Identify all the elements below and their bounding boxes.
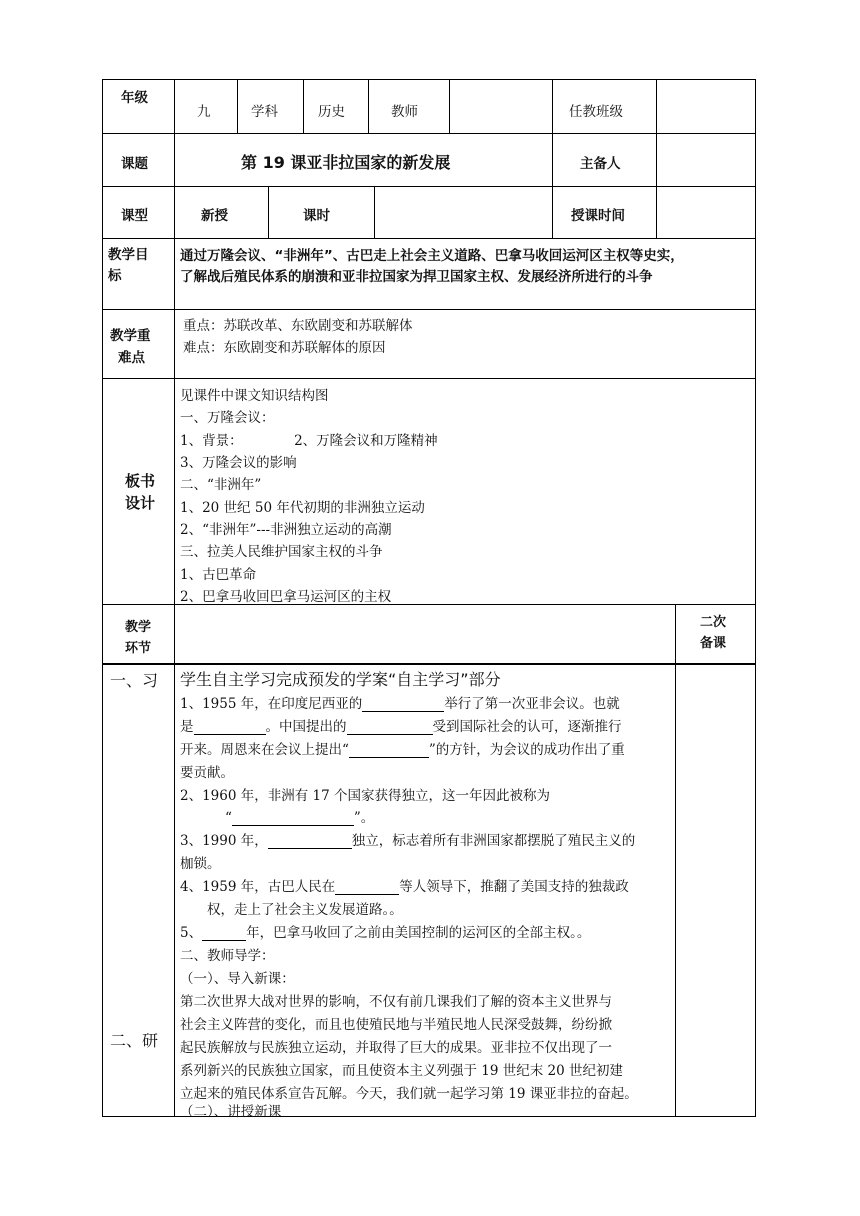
- board-line: 二、“非洲年”: [180, 477, 262, 493]
- teacher-label: 教师: [391, 104, 418, 120]
- subject-label: 学科: [251, 104, 278, 120]
- period-label: 课时: [303, 208, 330, 224]
- answer-blank[interactable]: [362, 697, 444, 712]
- objectives-label-2: 标: [108, 268, 122, 284]
- intro-paragraph-line: 社会主义阵营的变化，而且也使殖民地与半殖民地人民深受鼓舞，纷纷掀: [180, 1017, 612, 1033]
- subject-value: 历史: [318, 104, 345, 120]
- question-1: 1、1955 年，在印度尼西亚的 举行了第一次亚非会议。也就: [180, 696, 620, 712]
- question-4-cont: 权，走上了社会主义发展道路。。: [207, 902, 403, 918]
- key-points-label-2: 难点: [118, 350, 145, 366]
- new-lesson-heading: （二）、讲授新课: [180, 1104, 282, 1120]
- self-study-title: 学生自主学习完成预发的学案“自主学习”部分: [180, 670, 501, 689]
- second-prep-label-2: 备课: [700, 636, 727, 651]
- board-label: 板书: [125, 472, 156, 490]
- answer-blank[interactable]: [349, 743, 429, 758]
- question-2: 2、1960 年，非洲有 17 个国家获得独立，这一年因此被称为: [180, 788, 550, 804]
- side-label-2: 二、研: [110, 1031, 159, 1050]
- board-line: 2、“非洲年”---非洲独立运动的高潮: [180, 522, 392, 538]
- board-line: 三、拉美人民维护国家主权的斗争: [180, 544, 383, 560]
- preparer-label: 主备人: [580, 156, 621, 172]
- answer-blank[interactable]: [194, 720, 266, 735]
- side-label-1: 一、习: [110, 671, 159, 690]
- board-line: 1、背景： 2、万隆会议和万隆精神: [180, 433, 438, 449]
- intro-paragraph-line: 立起来的殖民体系宣告瓦解。今天，我们就一起学习第 19 课亚非拉的奋起。: [180, 1086, 638, 1102]
- board-label-2: 设计: [125, 494, 156, 512]
- answer-blank[interactable]: [268, 834, 352, 849]
- second-prep-label: 二次: [700, 615, 727, 630]
- key-points-label: 教学重: [110, 328, 151, 344]
- board-line: 2、巴拿马收回巴拿马运河区的主权: [180, 589, 392, 605]
- grade-label: 年级: [121, 90, 148, 106]
- objectives-label: 教学目: [108, 247, 149, 263]
- answer-blank[interactable]: [202, 926, 246, 941]
- type-label: 课型: [121, 208, 148, 224]
- board-line: 1、古巴革命: [180, 567, 257, 583]
- key-point-line-1: 重点：苏联改革、东欧剧变和苏联解体: [183, 318, 413, 334]
- board-line: 一、万隆会议：: [180, 410, 275, 426]
- answer-blank[interactable]: [232, 811, 354, 826]
- answer-blank[interactable]: [347, 720, 433, 735]
- board-line: 1、20 世纪 50 年代初期的非洲独立运动: [180, 500, 425, 516]
- topic-value: 第 19 课亚非拉国家的新发展: [241, 153, 451, 172]
- answer-blank[interactable]: [335, 880, 399, 895]
- grade-value: 九: [197, 104, 211, 120]
- teacher-guide-heading: 二、教师导学：: [180, 948, 275, 964]
- intro-paragraph-line: 起民族解放与民族独立运动，并取得了巨大的成果。亚非拉不仅出现了一: [180, 1040, 612, 1056]
- section-label-2: 环节: [125, 641, 152, 656]
- question-4: 4、1959 年，古巴人民在 等人领导下，推翻了美国支持的独裁政: [180, 879, 629, 895]
- question-1-cont: 要贡献。: [180, 765, 234, 781]
- type-value: 新授: [201, 208, 228, 224]
- question-3: 3、1990 年， 独立，标志着所有非洲国家都摆脱了殖民主义的: [180, 833, 636, 849]
- key-point-line-2: 难点：东欧剧变和苏联解体的原因: [183, 340, 386, 356]
- class-label: 任教班级: [569, 104, 623, 120]
- question-1-cont: 是 。中国提出的 受到国际社会的认可，逐渐推行: [180, 719, 622, 735]
- question-2-cont: “ ”。: [225, 810, 375, 826]
- section-label: 教学: [125, 620, 152, 635]
- board-line: 3、万隆会议的影响: [180, 455, 297, 471]
- question-5: 5、 年，巴拿马收回了之前由美国控制的运河区的全部主权。。: [180, 925, 591, 941]
- time-label: 授课时间: [571, 208, 625, 224]
- intro-paragraph-line: 第二次世界大战对世界的影响，不仅有前几课我们了解的资本主义世界与: [180, 994, 612, 1010]
- board-line: 见课件中课文知识结构图: [180, 388, 329, 404]
- topic-label: 课题: [121, 156, 148, 172]
- question-1-cont: 开来。周恩来在会议上提出“ ”的方针，为会议的成功作出了重: [180, 742, 625, 758]
- intro-paragraph-line: 系列新兴的民族独立国家，而且使资本主义列强于 19 世纪末 20 世纪初建: [180, 1063, 624, 1079]
- question-3-cont: 枷锁。: [180, 856, 221, 872]
- intro-heading: （一）、导入新课：: [180, 971, 295, 987]
- objectives-line-1: 通过万隆会议、“非洲年”、古巴走上社会主义道路、巴拿马收回运河区主权等史实，: [180, 248, 684, 264]
- objectives-line-2: 了解战后殖民体系的崩溃和亚非拉国家为捍卫国家主权、发展经济所进行的斗争: [180, 269, 653, 285]
